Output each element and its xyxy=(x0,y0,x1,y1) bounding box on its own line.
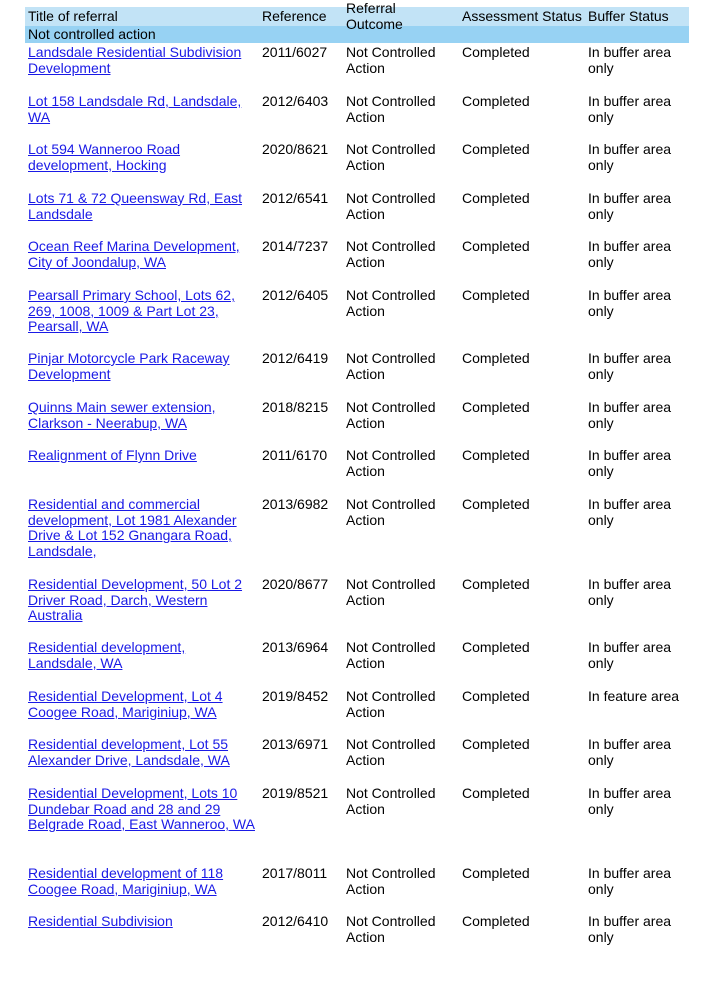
referral-title-link[interactable]: Residential development, Lot 55 Alexander Drive, Landsdale, WA xyxy=(28,736,230,768)
table-header xyxy=(25,0,689,32)
referral-outcome: Not Controlled Action xyxy=(346,865,436,897)
assessment-status: Completed xyxy=(462,639,530,655)
table-row xyxy=(25,735,689,784)
title-cell xyxy=(25,45,259,76)
referral-reference: 2014/7237 xyxy=(262,238,329,254)
title-cell xyxy=(25,288,259,335)
assessment-status: Completed xyxy=(462,736,530,752)
buffer-status: In buffer area only xyxy=(588,93,672,125)
referral-outcome: Not Controlled Action xyxy=(346,576,436,608)
assessment-status: Completed xyxy=(462,238,530,254)
table-row xyxy=(25,349,689,398)
title-cell xyxy=(25,191,259,222)
referral-title-link[interactable]: Residential Development, Lots 10 Dundebar Road and 28 and 29 Belgrade Road, East Wanneroo, WA xyxy=(28,785,255,833)
table-row xyxy=(25,687,689,735)
referral-reference: 2017/8011 xyxy=(262,865,328,881)
buffer-status: In buffer area only xyxy=(588,141,672,173)
referral-reference: 2019/8452 xyxy=(262,688,329,704)
section-label: Not controlled action xyxy=(28,25,156,42)
assessment-status: Completed xyxy=(462,785,530,801)
assessment-status: Completed xyxy=(462,287,530,303)
buffer-status: In buffer area only xyxy=(588,785,672,817)
assessment-status: Completed xyxy=(462,496,530,512)
buffer-status: In buffer area only xyxy=(588,865,672,897)
referral-reference: 2018/8215 xyxy=(262,399,329,415)
table-row xyxy=(25,446,689,495)
table-row xyxy=(25,864,689,912)
assessment-status: Completed xyxy=(462,576,530,592)
buffer-status: In buffer area only xyxy=(588,576,672,608)
table-row xyxy=(25,140,689,189)
title-cell xyxy=(25,737,259,768)
referral-outcome: Not Controlled Action xyxy=(346,238,436,270)
referral-reference: 2020/8677 xyxy=(262,576,329,592)
title-cell xyxy=(25,94,259,125)
referral-title-link[interactable]: Residential development of 118 Coogee Road, Mariginiup, WA xyxy=(28,865,224,897)
referral-reference: 2019/8521 xyxy=(262,785,329,801)
referral-outcome: Not Controlled Action xyxy=(346,736,436,768)
title-cell xyxy=(25,640,259,671)
referral-reference: 2013/6964 xyxy=(262,639,329,655)
title-cell xyxy=(25,351,259,382)
table-row xyxy=(25,912,689,960)
buffer-status: In feature area xyxy=(588,688,680,704)
buffer-status: In buffer area only xyxy=(588,447,672,479)
table-body xyxy=(25,43,689,960)
referral-title-link[interactable]: Residential Development, Lot 4 Coogee Road, Mariginiup, WA xyxy=(28,688,223,720)
header-title: Title of referral xyxy=(28,7,118,24)
table-row xyxy=(25,495,689,575)
referral-outcome: Not Controlled Action xyxy=(346,287,436,319)
referral-reference: 2012/6541 xyxy=(262,190,329,206)
assessment-status: Completed xyxy=(462,913,530,929)
buffer-status: In buffer area only xyxy=(588,736,672,768)
header-assessment: Assessment Status xyxy=(462,7,582,24)
referral-title-link[interactable]: Lot 158 Landsdale Rd, Landsdale, WA xyxy=(28,93,242,125)
table-row xyxy=(25,43,689,92)
header-reference: Reference xyxy=(262,7,327,24)
title-cell xyxy=(25,448,259,464)
buffer-status: In buffer area only xyxy=(588,287,672,319)
buffer-status: In buffer area only xyxy=(588,238,672,270)
buffer-status: In buffer area only xyxy=(588,913,672,945)
referral-reference: 2011/6170 xyxy=(262,447,328,463)
title-cell xyxy=(25,400,259,431)
referral-outcome: Not Controlled Action xyxy=(346,639,436,671)
referral-outcome: Not Controlled Action xyxy=(346,399,436,431)
assessment-status: Completed xyxy=(462,190,530,206)
referral-reference: 2012/6419 xyxy=(262,350,329,366)
title-cell xyxy=(25,786,259,833)
title-cell xyxy=(25,914,259,930)
referral-title-link[interactable]: Quinns Main sewer extension, Clarkson - Neerabup, WA xyxy=(28,399,216,431)
assessment-status: Completed xyxy=(462,447,530,463)
referral-outcome: Not Controlled Action xyxy=(346,141,436,173)
referral-outcome: Not Controlled Action xyxy=(346,913,436,945)
buffer-status: In buffer area only xyxy=(588,190,672,222)
assessment-status: Completed xyxy=(462,93,530,109)
referral-title-link[interactable]: Ocean Reef Marina Development, City of Joondalup, WA xyxy=(28,238,240,270)
assessment-status: Completed xyxy=(462,350,530,366)
referral-title-link[interactable]: Residential and commercial development, Lot 1981 Alexander Drive & Lot 152 Gnangara Road, Landsdale, xyxy=(28,496,237,559)
referral-title-link[interactable]: Landsdale Residential Subdivision Development xyxy=(28,44,242,76)
referral-reference: 2012/6403 xyxy=(262,93,329,109)
assessment-status: Completed xyxy=(462,865,530,881)
buffer-status: In buffer area only xyxy=(588,399,672,431)
assessment-status: Completed xyxy=(462,44,530,60)
table-row xyxy=(25,189,689,237)
referral-reference: 2012/6405 xyxy=(262,287,329,303)
referral-outcome: Not Controlled Action xyxy=(346,44,436,76)
referral-outcome: Not Controlled Action xyxy=(346,190,436,222)
referral-title-link[interactable]: Pearsall Primary School, Lots 62, 269, 1008, 1009 & Part Lot 23, Pearsall, WA xyxy=(28,287,235,335)
header-outcome: Referral Outcome xyxy=(346,0,403,32)
table-row xyxy=(25,237,689,286)
referral-reference: 2011/6027 xyxy=(262,44,328,60)
table-row xyxy=(25,398,689,446)
header-buffer: Buffer Status xyxy=(588,7,669,24)
title-cell xyxy=(25,497,259,559)
referral-outcome: Not Controlled Action xyxy=(346,93,436,125)
referral-outcome: Not Controlled Action xyxy=(346,496,436,528)
title-cell xyxy=(25,689,259,720)
table-row xyxy=(25,92,689,140)
referral-reference: 2013/6971 xyxy=(262,736,329,752)
referral-reference: 2013/6982 xyxy=(262,496,329,512)
referral-title-link[interactable]: Realignment of Flynn Drive xyxy=(28,447,197,463)
title-cell xyxy=(25,577,259,624)
referral-outcome: Not Controlled Action xyxy=(346,785,436,817)
buffer-status: In buffer area only xyxy=(588,496,672,528)
referrals-table xyxy=(25,0,689,960)
referral-outcome: Not Controlled Action xyxy=(346,350,436,382)
referral-title-link[interactable]: Residential development, Landsdale, WA xyxy=(28,639,186,671)
referral-title-link[interactable]: Residential Development, 50 Lot 2 Driver Road, Darch, Western Australia xyxy=(28,576,243,624)
title-cell xyxy=(25,142,259,173)
table-row xyxy=(25,784,689,864)
table-row xyxy=(25,286,689,349)
buffer-status: In buffer area only xyxy=(588,44,672,76)
referral-title-link[interactable]: Lots 71 & 72 Queensway Rd, East Landsdale xyxy=(28,190,243,222)
title-cell xyxy=(25,239,259,270)
table-row xyxy=(25,575,689,638)
assessment-status: Completed xyxy=(462,688,530,704)
referral-outcome: Not Controlled Action xyxy=(346,688,436,720)
buffer-status: In buffer area only xyxy=(588,350,672,382)
referral-title-link[interactable]: Pinjar Motorcycle Park Raceway Development xyxy=(28,350,230,382)
referral-outcome: Not Controlled Action xyxy=(346,447,436,479)
assessment-status: Completed xyxy=(462,399,530,415)
referral-title-link[interactable]: Lot 594 Wanneroo Road development, Hocking xyxy=(28,141,181,173)
buffer-status: In buffer area only xyxy=(588,639,672,671)
table-row xyxy=(25,638,689,687)
title-cell xyxy=(25,866,259,897)
referral-reference: 2020/8621 xyxy=(262,141,329,157)
assessment-status: Completed xyxy=(462,141,530,157)
referral-title-link[interactable]: Residential Subdivision xyxy=(28,913,173,929)
section-header xyxy=(25,26,689,43)
referral-reference: 2012/6410 xyxy=(262,913,329,929)
